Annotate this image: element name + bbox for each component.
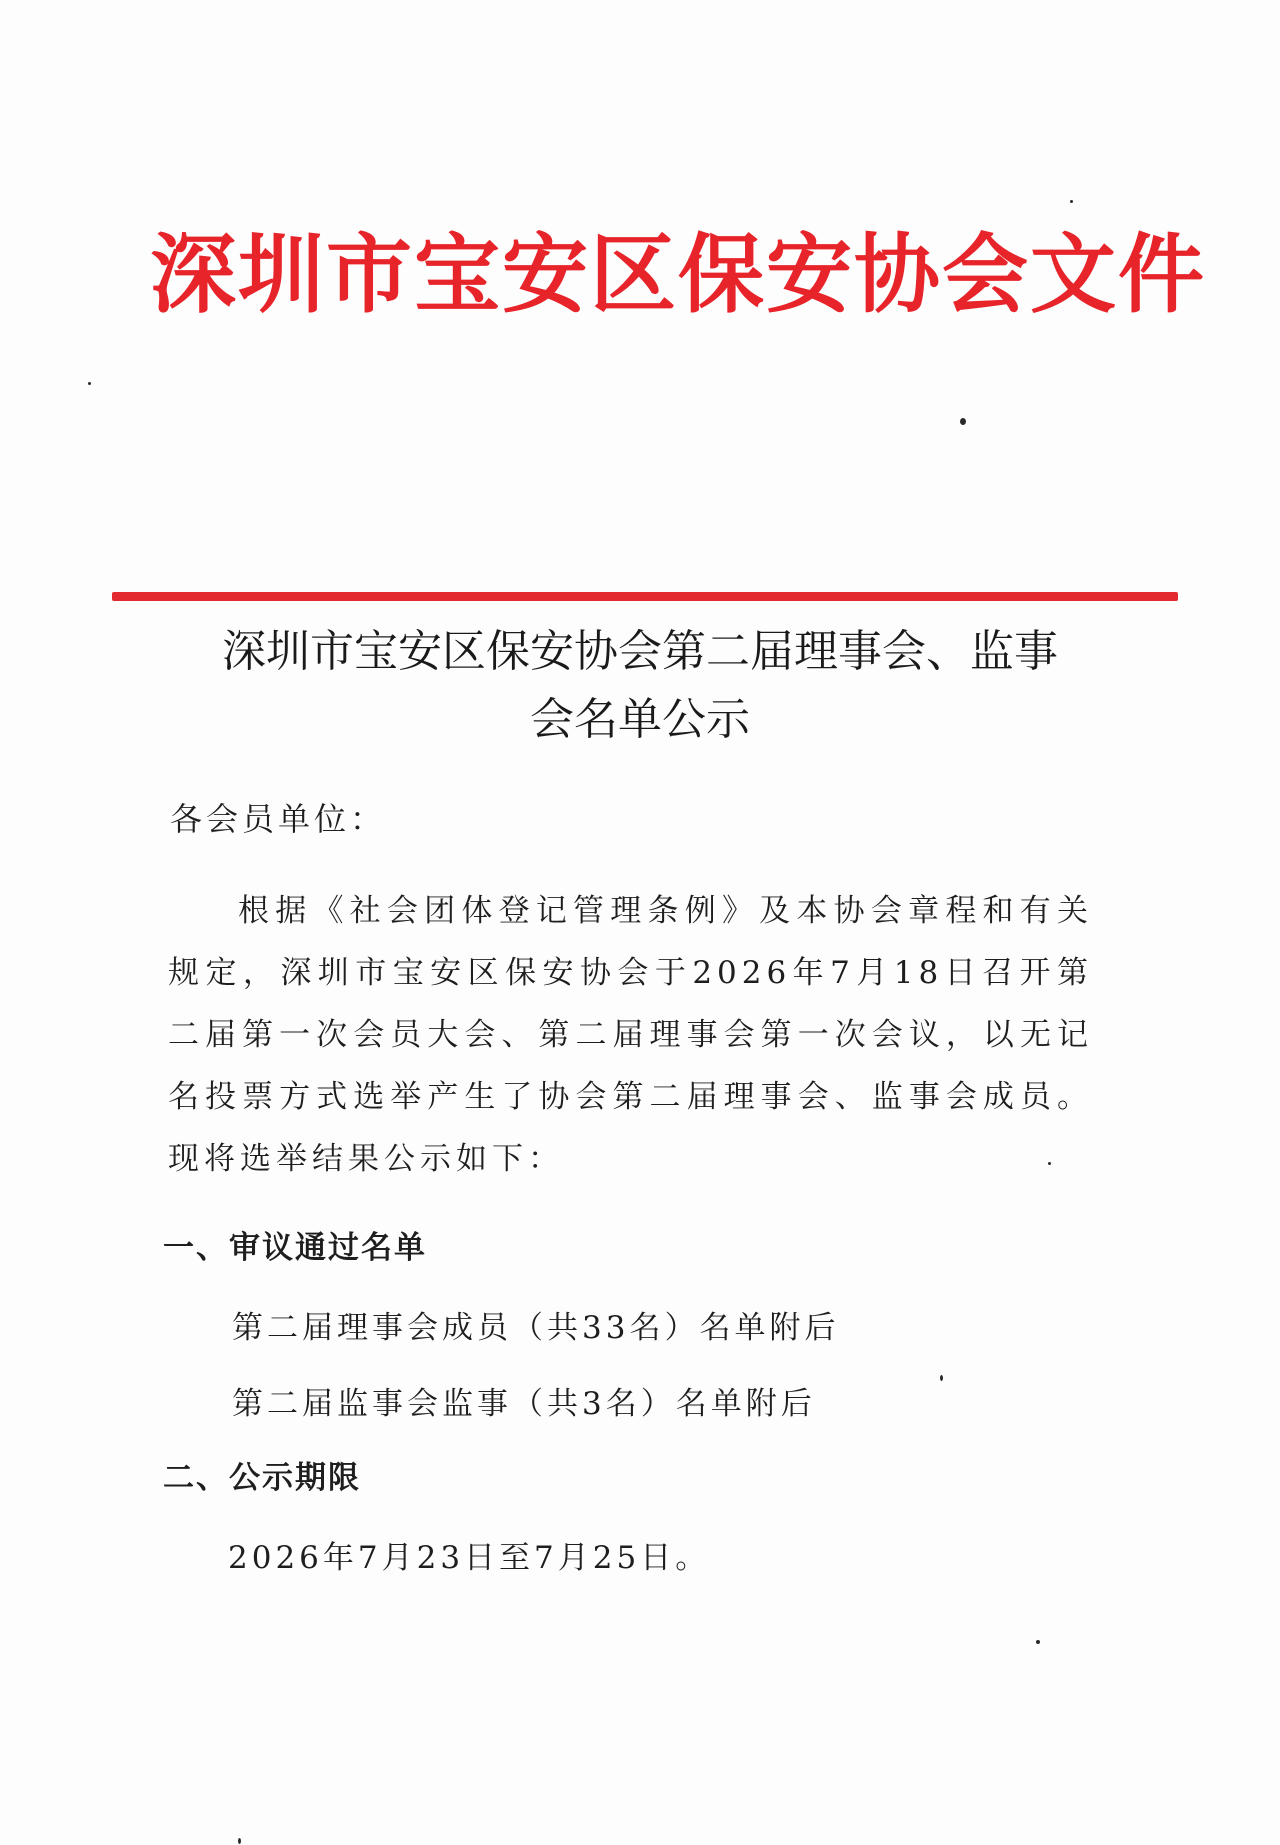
document-title [150,618,1130,754]
document-title-line-1: 深圳市宝安区保安协会第二届理事会、监事 [222,626,1058,677]
body-paragraph: 根据《社会团体登记管理条例》及本协会章程和有关规定，深圳市宝安区保安协会于2026年7月18日召开第二届第一次会员大会、第二届理事会第一次会议，以无记名投票方式选举产生了协会第二届理事会、监事会成员。现将选举结果公示如下： [168,893,1093,1177]
notice-period-dates: 2026年7月23日至7月25日。 [228,1540,711,1576]
scan-speck [238,1838,241,1844]
document-masthead: 深圳市宝安区保安协会文件 [150,225,1206,325]
scan-speck [88,382,91,385]
scan-speck [960,418,966,425]
list-item-supervisors: 第二届监事会监事（共3名）名单附后 [232,1386,816,1422]
list-item-council-members: 第二届理事会成员（共33名）名单附后 [232,1310,840,1346]
scan-speck [1070,200,1073,203]
salutation: 各会员单位： [170,800,387,838]
red-divider-rule [112,592,1178,601]
section-heading-approved-list: 一、审议通过名单 [163,1230,427,1266]
document-title-line-2: 会名单公示 [530,694,750,745]
section-heading-notice-period: 二、公示期限 [163,1460,361,1496]
scan-speck [1036,1640,1040,1644]
scan-speck [1048,1162,1051,1165]
scan-speck [940,1375,943,1381]
